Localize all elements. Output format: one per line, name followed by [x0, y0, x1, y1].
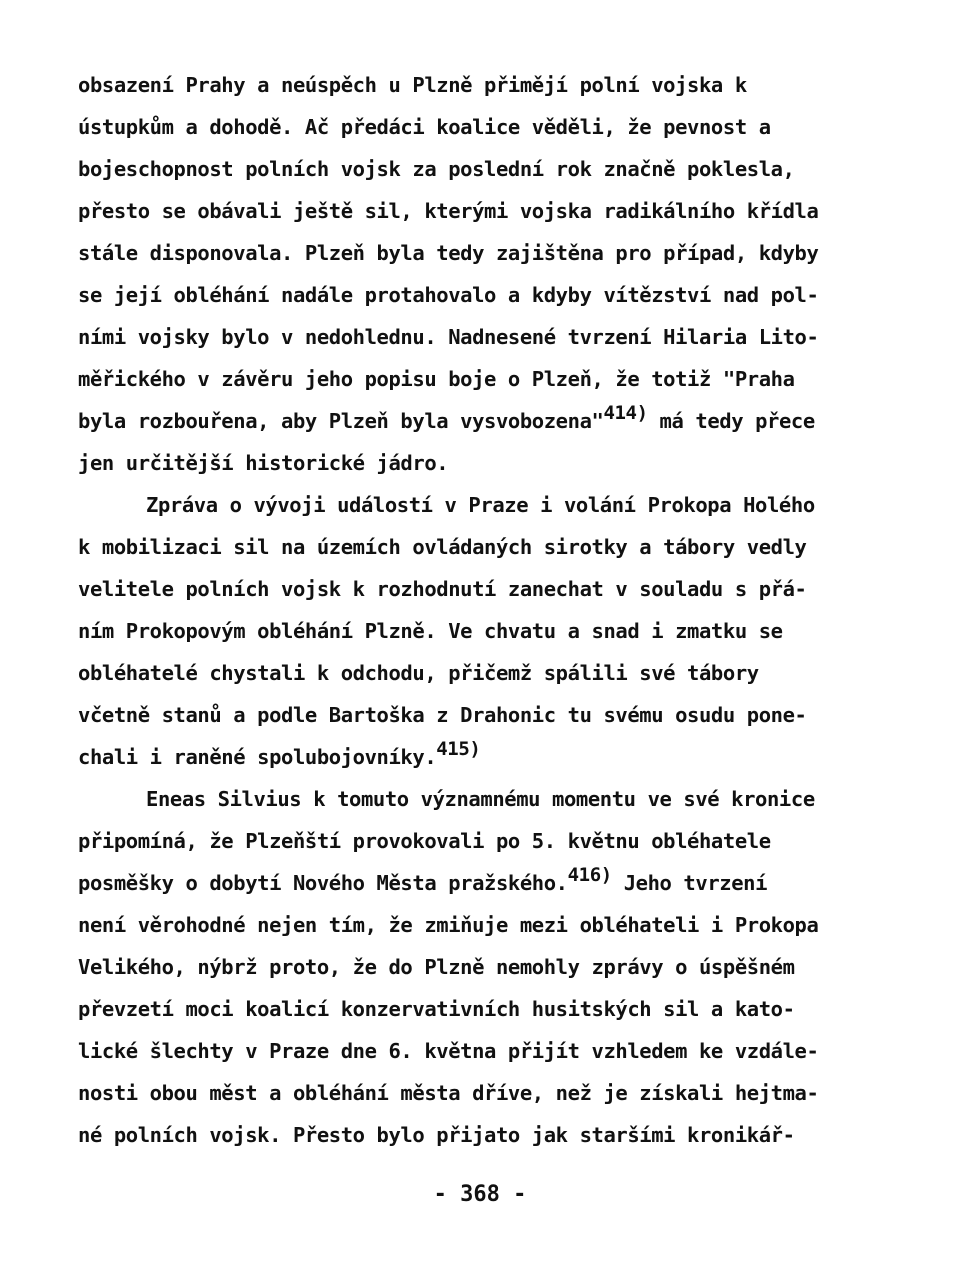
footnote-ref-416: 416) [567, 864, 612, 886]
text-line-9: byla rozbouřena, aby Plzeň byla vysvobozena"414) má tedy přece [78, 402, 815, 433]
text-line-17: chali i raněné spolubojovníky.415) [78, 738, 481, 769]
page-number: - 368 - [433, 1182, 527, 1207]
text-line-2: ústupkům a dohodě. Ač předáci koalice věděli, že pevnost a [78, 115, 771, 139]
text-line-26: né polních vojsk. Přesto bylo přijato jak staršími kronikář- [78, 1123, 795, 1147]
text-line-19: připomíná, že Plzeňští provokovali po 5. květnu obléhatele [78, 829, 771, 853]
text-line-1: obsazení Prahy a neúspěch u Plzně přimějí polní vojska k [78, 73, 747, 97]
text-line-15: obléhatelé chystali k odchodu, přičemž spálili své tábory [78, 661, 759, 685]
footnote-ref-415: 415) [436, 738, 481, 760]
text-line-21: není věrohodné nejen tím, že zmiňuje mezi obléhateli i Prokopa [78, 913, 819, 937]
text-line-14: ním Prokopovým obléhání Plzně. Ve chvatu a snad i zmatku se [78, 619, 783, 643]
text-line-4: přesto se obávali ještě sil, kterými vojska radikálního křídla [78, 199, 819, 223]
text-line-6: se její obléhání nadále protahovalo a kdyby vítězství nad pol- [78, 283, 819, 307]
text-line-24: lické šlechty v Praze dne 6. května přijít vzhledem ke vzdále- [78, 1039, 819, 1063]
body-text [78, 64, 878, 1156]
text-line-18: Eneas Silvius k tomuto významnému momentu ve své kronice [146, 787, 815, 811]
footnote-ref-414: 414) [603, 402, 648, 424]
text-line-10: jen určitější historické jádro. [78, 451, 449, 475]
text-line-16: včetně stanů a podle Bartoška z Drahonic tu svému osudu pone- [78, 703, 807, 727]
text-line-7: ními vojsky bylo v nedohlednu. Nadnesené tvrzení Hilaria Lito- [78, 325, 819, 349]
text-line-20: posměšky o dobytí Nového Města pražského.416) Jeho tvrzení [78, 864, 768, 895]
text-line-13: velitele polních vojsk k rozhodnutí zanechat v souladu s přá- [78, 577, 807, 601]
text-line-25: nosti obou měst a obléhání města dříve, než je získali hejtma- [78, 1081, 819, 1105]
text-line-23: převzetí moci koalicí konzervativních husitských sil a kato- [78, 997, 795, 1021]
text-line-11: Zpráva o vývoji událostí v Praze i volání Prokopa Holého [146, 493, 815, 517]
text-line-22: Velikého, nýbrž proto, že do Plzně nemohly zprávy o úspěšném [78, 955, 795, 979]
text-line-12: k mobilizaci sil na územích ovládaných sirotky a tábory vedly [78, 535, 807, 559]
text-line-5: stále disponovala. Plzeň byla tedy zajištěna pro případ, kdyby [78, 241, 819, 265]
text-line-3: bojeschopnost polních vojsk za poslední rok značně poklesla, [78, 157, 795, 181]
text-line-8: měřického v závěru jeho popisu boje o Plzeň, že totiž "Praha [78, 367, 795, 391]
